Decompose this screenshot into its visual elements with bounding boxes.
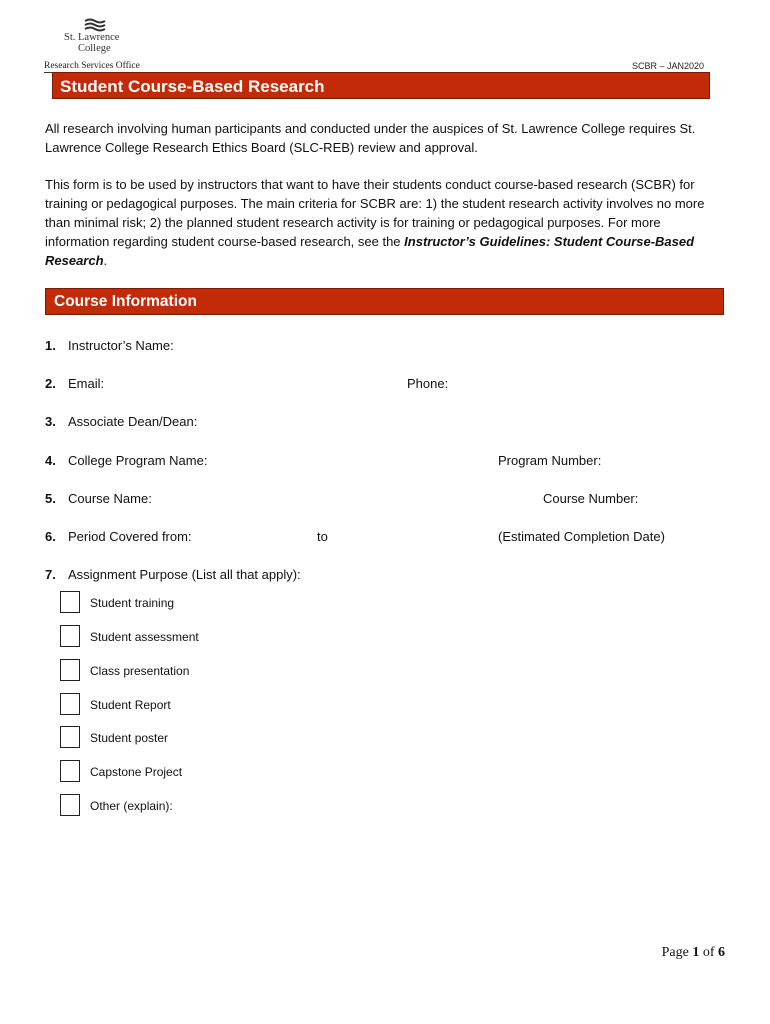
field-estimated-completion-date[interactable]: (Estimated Completion Date): [498, 529, 665, 544]
checkbox-box[interactable]: [60, 760, 80, 782]
field-number: 4.: [45, 453, 56, 468]
checkbox-label: Student Report: [90, 698, 171, 712]
checkbox-label: Other (explain):: [90, 799, 173, 813]
field-program-number[interactable]: Program Number:: [498, 453, 602, 468]
wave-logo-icon: [84, 18, 106, 32]
page-number: [662, 945, 725, 961]
page-word: Page: [661, 945, 689, 960]
checkbox-label: Capstone Project: [90, 765, 183, 779]
field-phone[interactable]: Phone:: [407, 376, 449, 391]
logo-text: [64, 32, 144, 54]
checkbox-label: Student poster: [90, 731, 169, 745]
field-number: 3.: [45, 414, 56, 429]
college-logo: [64, 18, 144, 54]
field-label: Email:: [68, 376, 105, 391]
field-number: 2.: [45, 376, 56, 391]
intro-p2-text: This form is to be used by instructors that want to have their students conduct course-based research (SCBR) for training or pedagogical purposes. The main criteria for SCBR are: 1) the student research activity involves no more than minimal risk; 2) the planned student research activity is for training or pedagogical purposes. For more information regarding student course-based research, see the: [45, 177, 705, 249]
checkbox-box[interactable]: [60, 591, 80, 613]
field-number: 1.: [45, 338, 56, 353]
field-label: Assignment Purpose (List all that apply):: [68, 567, 301, 582]
checkbox-label: Student training: [90, 596, 175, 610]
intro-paragraph-2: [45, 175, 720, 270]
field-course-number[interactable]: Course Number:: [543, 491, 639, 506]
page-title: Student Course-Based Research: [52, 72, 710, 99]
page-current: 1: [692, 945, 700, 960]
checkbox-label: Student assessment: [90, 630, 199, 644]
field-label: Instructor’s Name:: [68, 338, 174, 353]
office-name: Research Services Office: [44, 61, 140, 71]
checkbox-label: Class presentation: [90, 664, 190, 678]
intro-p2-end: .: [103, 253, 108, 268]
field-label: Associate Dean/Dean:: [68, 414, 198, 429]
field-label: Course Name:: [68, 491, 152, 506]
checkbox-box[interactable]: [60, 794, 80, 816]
checkbox-box[interactable]: [60, 726, 80, 748]
logo-line1: St. Lawrence: [64, 32, 120, 43]
page-of: of: [702, 945, 715, 960]
field-period-covered-to[interactable]: to: [317, 529, 328, 544]
section-course-information: Course Information: [45, 288, 724, 315]
field-number: 6.: [45, 529, 56, 544]
checkbox-box[interactable]: [60, 659, 80, 681]
checkbox-box[interactable]: [60, 625, 80, 647]
field-label: College Program Name:: [68, 453, 208, 468]
page-total: 6: [718, 945, 725, 960]
field-number: 7.: [45, 567, 56, 582]
form-code: SCBR – JAN2020: [631, 61, 704, 71]
field-label: Period Covered from:: [68, 529, 192, 544]
logo-line2: College: [78, 43, 111, 54]
intro-paragraph-1: All research involving human participants and conducted under the auspices of St. Lawrence College requires St. Lawrence College Research Ethics Board (SLC-REB) review and approval.: [45, 121, 696, 155]
checkbox-box[interactable]: [60, 693, 80, 715]
guidelines-reference: Instructor’s Guidelines: Student Course-Based Research: [45, 234, 695, 268]
field-number: 5.: [45, 491, 56, 506]
